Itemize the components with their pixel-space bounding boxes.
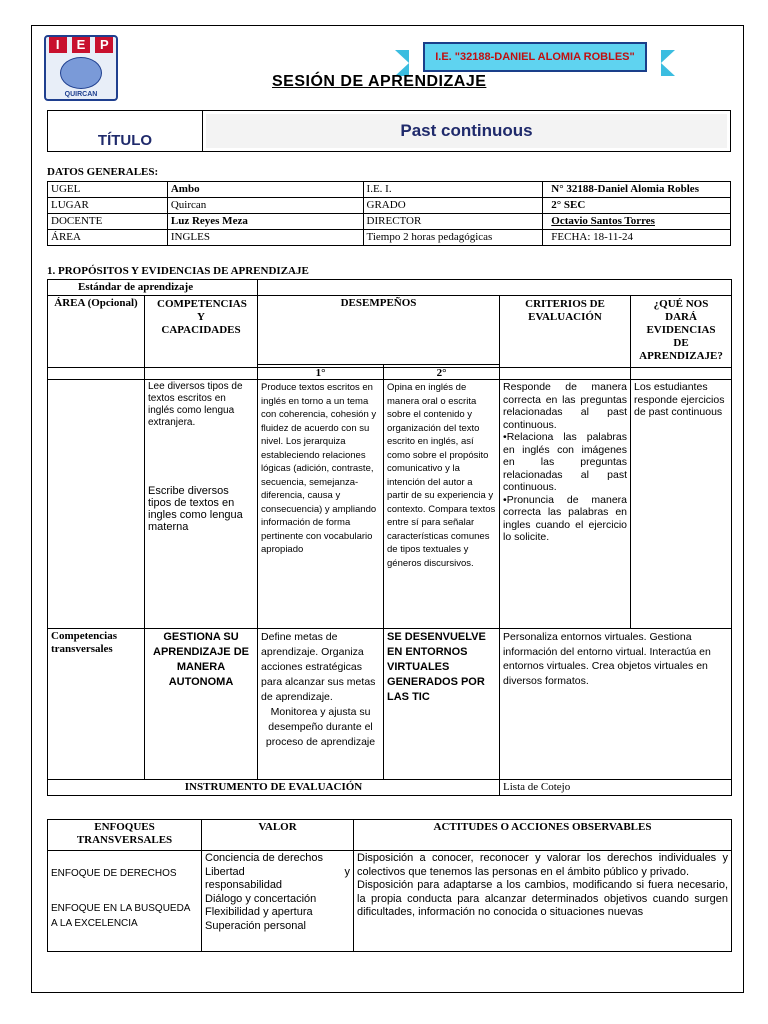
criterio-2: •Relaciona las palabras en inglés con imágenes en las preguntas relacionadas al past continuous.: [503, 431, 628, 493]
banner-text: I.E. "32188-DANIEL ALOMIA ROBLES": [423, 42, 647, 72]
table-cell: Luz Reyes Meza: [167, 214, 363, 230]
table-row: [48, 820, 732, 851]
valor-5: Superación personal: [205, 919, 306, 932]
valor-2a: Libertad: [205, 865, 245, 878]
transversal-label: Competencias transversales: [48, 629, 145, 780]
transversal-desempeno-2: Monitorea y ajusta su desempeño durante el proceso de aprendizaje: [265, 706, 376, 748]
valor-4: Flexibilidad y apertura: [205, 906, 313, 918]
transversal-competencia-2: SE DESENVUELVE EN ENTORNOS VIRTUALES GENERADOS POR LAS TIC: [384, 629, 500, 780]
actitud-1: Disposición a conocer, reconocer y valorar los derechos individuales y colectivos que tenemos las personas en el ámbito público y privado.: [357, 852, 728, 878]
table-cell: [631, 368, 732, 380]
table-cell: INGLES: [167, 230, 363, 246]
logo-seal-icon: [60, 57, 102, 89]
title-box: [47, 110, 731, 152]
criterio-3: •Pronuncia de manera correcta las palabras en ingles cuando el ejercicio lo solicite.: [503, 493, 628, 543]
logo-letter: I: [49, 37, 67, 53]
enfoques-table: [47, 819, 732, 952]
logo-place: QUIRCAN: [64, 91, 98, 98]
school-banner: [395, 38, 675, 78]
logo-letter: E: [72, 37, 90, 53]
table-cell: [145, 368, 258, 380]
table-row: [48, 280, 732, 296]
enfoques-cell: [48, 851, 202, 952]
table-row: [48, 296, 732, 365]
table-cell: DIRECTOR: [363, 214, 543, 230]
valor-2b: y: [344, 865, 350, 878]
table-cell: Octavio Santos Torres: [543, 214, 731, 230]
header-desempenos: DESEMPEÑOS: [258, 296, 500, 365]
competencias-cell: [145, 380, 258, 629]
competencia-2: Escribe diversos tipos de textos en ingles como lengua materna: [148, 485, 243, 533]
table-row: [48, 182, 731, 198]
actitudes-cell: [354, 851, 732, 952]
valor-1: Conciencia de derechos: [205, 852, 324, 864]
transversal-criterios: Personaliza entornos virtuales. Gestiona información del entorno virtual. Interactúa en entornos virtuales. Crea objetos virtuales en diversos formatos.: [500, 629, 732, 780]
instrumento-value: Lista de Cotejo: [500, 780, 732, 796]
table-cell: GRADO: [363, 198, 543, 214]
transversal-desempeno: [258, 629, 384, 780]
evidencia-cell: Los estudiantes responde ejercicios de past continuous: [631, 380, 732, 629]
header-actitudes: ACTITUDES O ACCIONES OBSERVABLES: [354, 820, 732, 851]
transversal-desempeno-1: Define metas de aprendizaje. Organiza acciones estratégicas para alcanzar sus metas de aprendizaje.: [261, 631, 376, 703]
table-cell: 2° SEC: [543, 198, 731, 214]
table-cell: ÁREA: [48, 230, 168, 246]
table-cell: DOCENTE: [48, 214, 168, 230]
standard-label: Estándar de aprendizaje: [48, 280, 258, 296]
grade-2-label: 2°: [384, 368, 500, 380]
header-competencias: COMPETENCIAS Y CAPACIDADES: [145, 296, 258, 368]
instrumento-label: INSTRUMENTO DE EVALUACIÓN: [48, 780, 500, 796]
header-enfoques: ENFOQUES TRANSVERSALES: [48, 820, 202, 851]
table-cell: Quircan: [167, 198, 363, 214]
desempeno-2: Opina en inglés de manera oral o escrita sobre el contenido y organización del texto escrito en inglés, así como sobre el propósito comunicativo y la intención del autor a partir de su experiencia y contexto. Compara textos entre sí para señalar características comunes de tipos textuales y géneros discursivos.: [384, 380, 500, 629]
table-row: [48, 368, 732, 380]
valor-2c: responsabilidad: [205, 879, 283, 891]
school-logo: [44, 35, 118, 101]
header-criterios: CRITERIOS DE EVALUACIÓN: [500, 296, 631, 368]
table-row: [48, 214, 731, 230]
table-cell: [258, 280, 732, 296]
table-row: [48, 629, 732, 780]
enfoque-excelencia: ENFOQUE EN LA BUSQUEDA A LA EXCELENCIA: [51, 903, 190, 929]
grade-1-label: 1°: [258, 368, 384, 380]
table-row: [48, 230, 731, 246]
title-label: TÍTULO: [48, 111, 203, 151]
enfoque-derechos: ENFOQUE DE DERECHOS: [51, 868, 177, 879]
criterios-cell: [500, 380, 631, 629]
datos-generales-label: DATOS GENERALES:: [47, 166, 159, 178]
table-cell: I.E. I.: [363, 182, 543, 198]
table-cell: FECHA: 18-11-24: [543, 230, 731, 246]
transversal-competencia: GESTIONA SU APRENDIZAJE DE MANERA AUTONOMA: [145, 629, 258, 780]
table-cell: UGEL: [48, 182, 168, 198]
valor-3: Diálogo y concertación: [205, 892, 317, 905]
criterio-1: Responde de manera correcta en las preguntas relacionadas al past continuous.: [503, 381, 628, 431]
valores-cell: [202, 851, 354, 952]
table-cell: LUGAR: [48, 198, 168, 214]
logo-letter: P: [95, 37, 113, 53]
page-title: SESIÓN DE APRENDIZAJE: [272, 73, 487, 90]
actitud-2: Disposición para adaptarse a los cambios, modificando si fuera necesario, la propia conducta para alcanzar determinados objetivos cuando surgen dificultades, información no conocida o situaciones nuevas: [357, 879, 728, 918]
purposes-table: [47, 279, 732, 796]
table-row: [48, 851, 732, 952]
table-row: [48, 380, 732, 629]
table-cell: N° 32188-Daniel Alomia Robles: [543, 182, 731, 198]
competencia-1: Lee diversos tipos de textos escritos en inglés como lengua extranjera.: [148, 381, 243, 428]
valor-2: [205, 866, 350, 880]
header-valor: VALOR: [202, 820, 354, 851]
title-value: Past continuous: [206, 114, 727, 148]
table-cell: Ambo: [167, 182, 363, 198]
table-cell: [48, 368, 145, 380]
table-cell: Tiempo 2 horas pedagógicas: [363, 230, 543, 246]
header-evidencias: ¿QUÉ NOS DARÁ EVIDENCIAS DE APRENDIZAJE?: [631, 296, 732, 368]
header-area: ÁREA (Opcional): [48, 296, 145, 368]
table-row: [48, 780, 732, 796]
table-cell: [48, 380, 145, 629]
banner-ribbon-right-icon: [661, 50, 675, 76]
desempeno-1: Produce textos escritos en inglés en torno a un tema con coherencia, cohesión y fluidez de acuerdo con su nivel. Los jerarquiza estableciendo relaciones lógicas (adición, contraste, secuencia, semejanza-diferencia, causa y consecuencia) y ampliando información de forma pertinente con vocabulario apropiado: [258, 380, 384, 629]
table-row: [48, 198, 731, 214]
section-heading: 1. PROPÓSITOS Y EVIDENCIAS DE APRENDIZAJE: [47, 265, 309, 277]
table-cell: [500, 368, 631, 380]
datos-generales-table: [47, 181, 731, 246]
